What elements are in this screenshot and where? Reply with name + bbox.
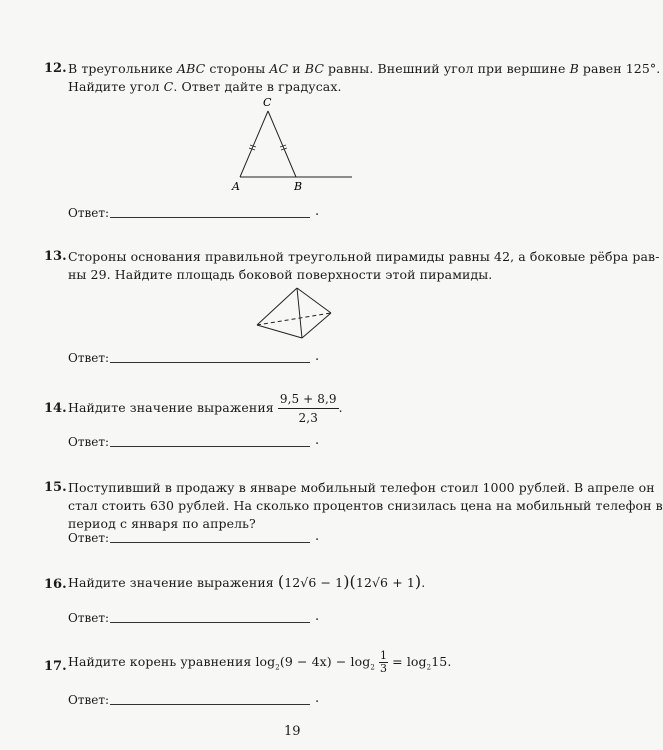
- fraction-numerator: 9,5 + 8,9: [278, 390, 339, 409]
- problem-15-text: Поступивший в продажу в январе мобильный телефон стоил 1000 рублей. В апреле он стал стоить 630 рублей. На сколько процентов снизилась цена на мобильный телефон в период с января по апрель?: [68, 480, 663, 531]
- answer-label: Ответ:: [68, 435, 110, 449]
- answer-label: Ответ:: [68, 206, 110, 220]
- triangle-figure: [220, 95, 360, 195]
- answer-blank-16[interactable]: [110, 622, 310, 623]
- answer-label: Ответ:: [68, 693, 110, 707]
- answer-end: .: [315, 349, 320, 364]
- lateral-edge-front: [297, 288, 302, 338]
- problem-14-text: Найдите значение выражения $\frac{9,5 + 8,9}{2,3}$ .: [68, 392, 343, 425]
- answer-blank-12[interactable]: [110, 217, 310, 218]
- answer-end: .: [315, 433, 320, 448]
- answer-end: .: [315, 609, 320, 624]
- equation: $\log_2(9 - 4x) - \log_2$ $\frac{1}{3}$ = $\log_215$.: [255, 649, 452, 675]
- answer-end: .: [315, 204, 320, 219]
- page-number: 19: [284, 724, 301, 739]
- vertex-b-label: B: [294, 180, 303, 193]
- answer-label: Ответ:: [68, 611, 110, 625]
- expression-fraction: [278, 390, 339, 427]
- problem-12-number: 12.: [44, 61, 67, 76]
- lateral-edge-left: [257, 288, 297, 325]
- answer-label: Ответ:: [68, 531, 110, 545]
- expression-factor-2: 12√6 + 1: [355, 575, 415, 590]
- lateral-edge-right: [297, 288, 331, 313]
- answer-blank-13[interactable]: [110, 362, 310, 363]
- log-fraction: $\frac{1}{3}$: [379, 649, 388, 675]
- pyramid-figure: [245, 283, 340, 343]
- fraction-denominator: 2,3: [298, 411, 318, 425]
- problem-12-text: В треугольнике ABC стороны AC и BC равны. Внешний угол при вершине B равен 125°. Найдите угол C. Ответ дайте в градусах.: [68, 61, 661, 94]
- problem-16-text: Найдите значение выражения (12√6 − 1)(12√6 + 1).: [68, 572, 426, 591]
- problem-13-text: Стороны основания правильной треугольной пирамиды равны 42, а боковые рёбра рав- ны 29. Найдите площадь боковой поверхности этой пирамиды.: [68, 249, 660, 282]
- answer-blank-17[interactable]: [110, 704, 310, 705]
- problem-14-number: 14.: [44, 401, 67, 416]
- problem-17-number: 17.: [44, 659, 67, 674]
- answer-blank-14[interactable]: [110, 446, 310, 447]
- answer-end: .: [315, 529, 320, 544]
- problem-15-number: 15.: [44, 480, 67, 495]
- side-bc: [268, 111, 296, 177]
- problem-17-text: Найдите корень уравнения $\log_2(9 - 4x) - \log_2$ $\frac{1}{3}$ = $\log_215$.: [68, 649, 452, 675]
- problem-13-number: 13.: [44, 249, 67, 264]
- vertex-a-label: A: [232, 180, 240, 193]
- answer-label: Ответ:: [68, 351, 110, 365]
- problem-16-number: 16.: [44, 577, 67, 592]
- answer-blank-15[interactable]: [110, 542, 310, 543]
- answer-end: .: [315, 691, 320, 706]
- base-front-edge: [257, 325, 302, 338]
- expression-factor-1: 12√6 − 1: [284, 575, 344, 590]
- side-ac: [240, 111, 268, 177]
- vertex-c-label: C: [263, 96, 272, 109]
